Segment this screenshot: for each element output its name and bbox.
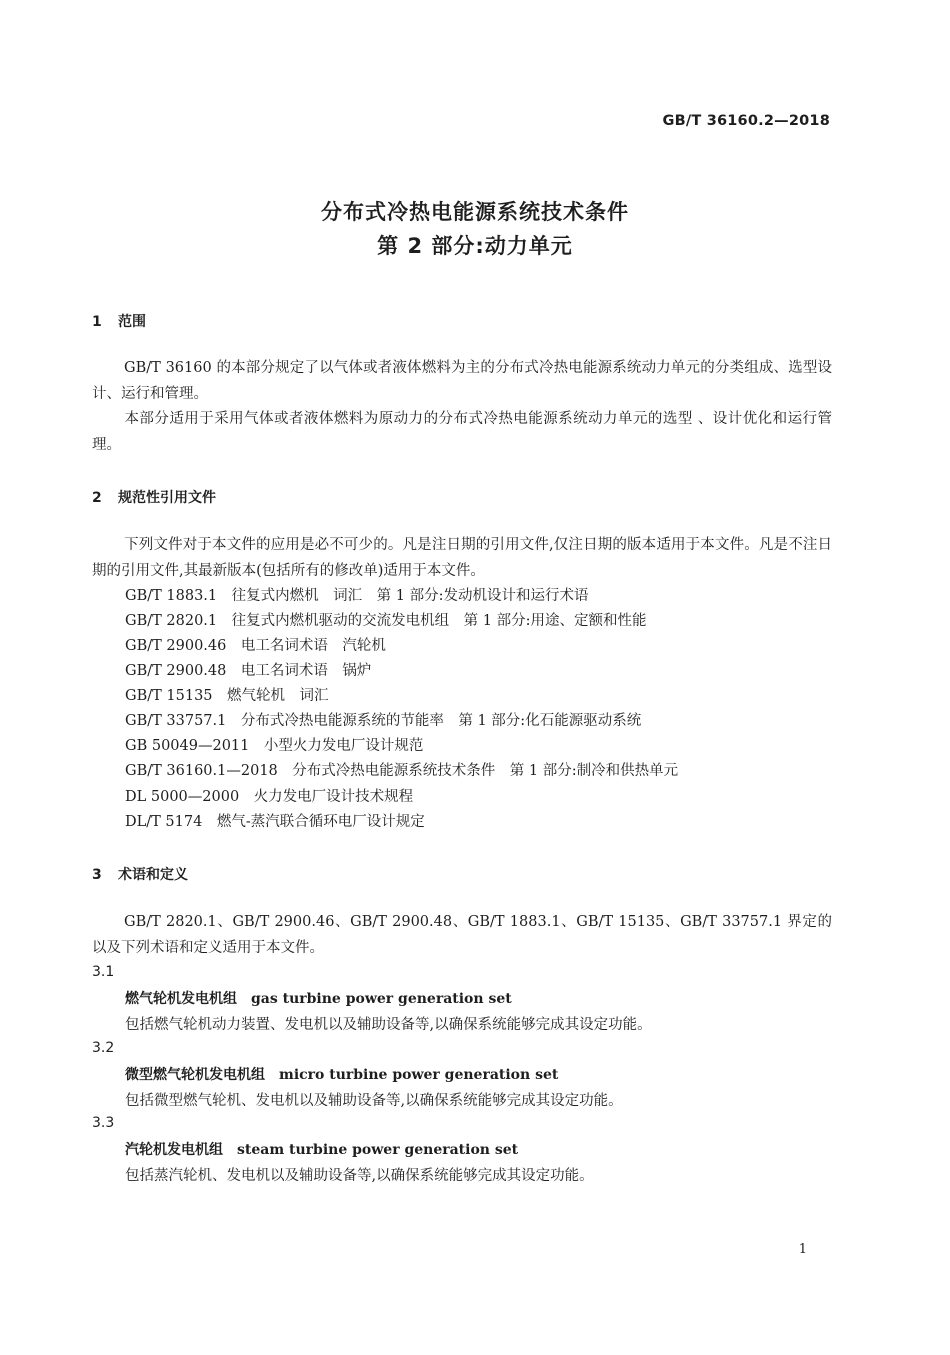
reference-item: DL 5000—2000 火力发电厂设计技术规程 <box>125 789 414 805</box>
section-number: 3 <box>92 867 102 883</box>
paragraph: 下列文件对于本文件的应用是必不可少的。凡是注日期的引用文件,仅注日期的版本适用于本文件。凡是不注日期的引用文件,其最新版本(包括所有的修改单)适用于本文件。 <box>92 537 832 579</box>
section-title: 术语和定义 <box>118 867 188 883</box>
reference-item: GB 50049—2011 小型火力发电厂设计规范 <box>125 738 424 754</box>
document-title: 分布式冷热电能源系统技术条件 <box>321 200 629 224</box>
term-definition: 包括蒸汽轮机、发电机以及辅助设备等,以确保系统能够完成其设定功能。 <box>125 1168 594 1184</box>
section-title: 规范性引用文件 <box>118 490 216 506</box>
reference-item: GB/T 2900.48 电工名词术语 锅炉 <box>125 663 372 679</box>
term-name: 汽轮机发电机组 steam turbine power generation set <box>125 1142 519 1158</box>
term-definition: 包括燃气轮机动力装置、发电机以及辅助设备等,以确保系统能够完成其设定功能。 <box>125 1017 652 1033</box>
term-name: 燃气轮机发电机组 gas turbine power generation set <box>125 991 512 1007</box>
paragraph: GB/T 2820.1、GB/T 2900.46、GB/T 2900.48、GB/T 1883.1、GB/T 15135、GB/T 33757.1 界定的以及下列术语和定义适用于本文件。 <box>92 914 832 956</box>
section-heading-normative-references <box>92 487 216 507</box>
paragraph: 本部分适用于采用气体或者液体燃料为原动力的分布式冷热电能源系统动力单元的选型 、设计优化和运行管理。 <box>92 411 832 453</box>
reference-item: GB/T 15135 燃气轮机 词汇 <box>125 688 329 704</box>
reference-item: GB/T 36160.1—2018 分布式冷热电能源系统技术条件 第 1 部分:制冷和供热单元 <box>125 763 679 779</box>
section-number: 2 <box>92 490 102 506</box>
term-definition: 包括微型燃气轮机、发电机以及辅助设备等,以确保系统能够完成其设定功能。 <box>125 1093 623 1109</box>
reference-item: GB/T 33757.1 分布式冷热电能源系统的节能率 第 1 部分:化石能源驱动系统 <box>125 713 642 729</box>
page-number: 1 <box>798 1242 807 1257</box>
standard-code: GB/T 36160.2—2018 <box>662 113 830 129</box>
section-heading-scope <box>92 311 146 331</box>
term-number: 3.2 <box>92 1040 115 1056</box>
reference-item: GB/T 2900.46 电工名词术语 汽轮机 <box>125 638 386 654</box>
section-title: 范围 <box>118 314 146 330</box>
paragraph: GB/T 36160 的本部分规定了以气体或者液体燃料为主的分布式冷热电能源系统动力单元的分类组成、选型设计、运行和管理。 <box>92 360 832 402</box>
section-number: 1 <box>92 314 102 330</box>
reference-item: DL/T 5174 燃气-蒸汽联合循环电厂设计规定 <box>125 814 425 830</box>
term-number: 3.3 <box>92 1115 115 1131</box>
section-heading-terms-definitions <box>92 864 188 884</box>
reference-item: GB/T 2820.1 往复式内燃机驱动的交流发电机组 第 1 部分:用途、定额和性能 <box>125 613 647 629</box>
reference-item: GB/T 1883.1 往复式内燃机 词汇 第 1 部分:发动机设计和运行术语 <box>125 588 589 604</box>
term-number: 3.1 <box>92 964 115 980</box>
term-name: 微型燃气轮机发电机组 micro turbine power generation set <box>125 1067 559 1083</box>
document-subtitle: 第 2 部分:动力单元 <box>377 234 573 258</box>
